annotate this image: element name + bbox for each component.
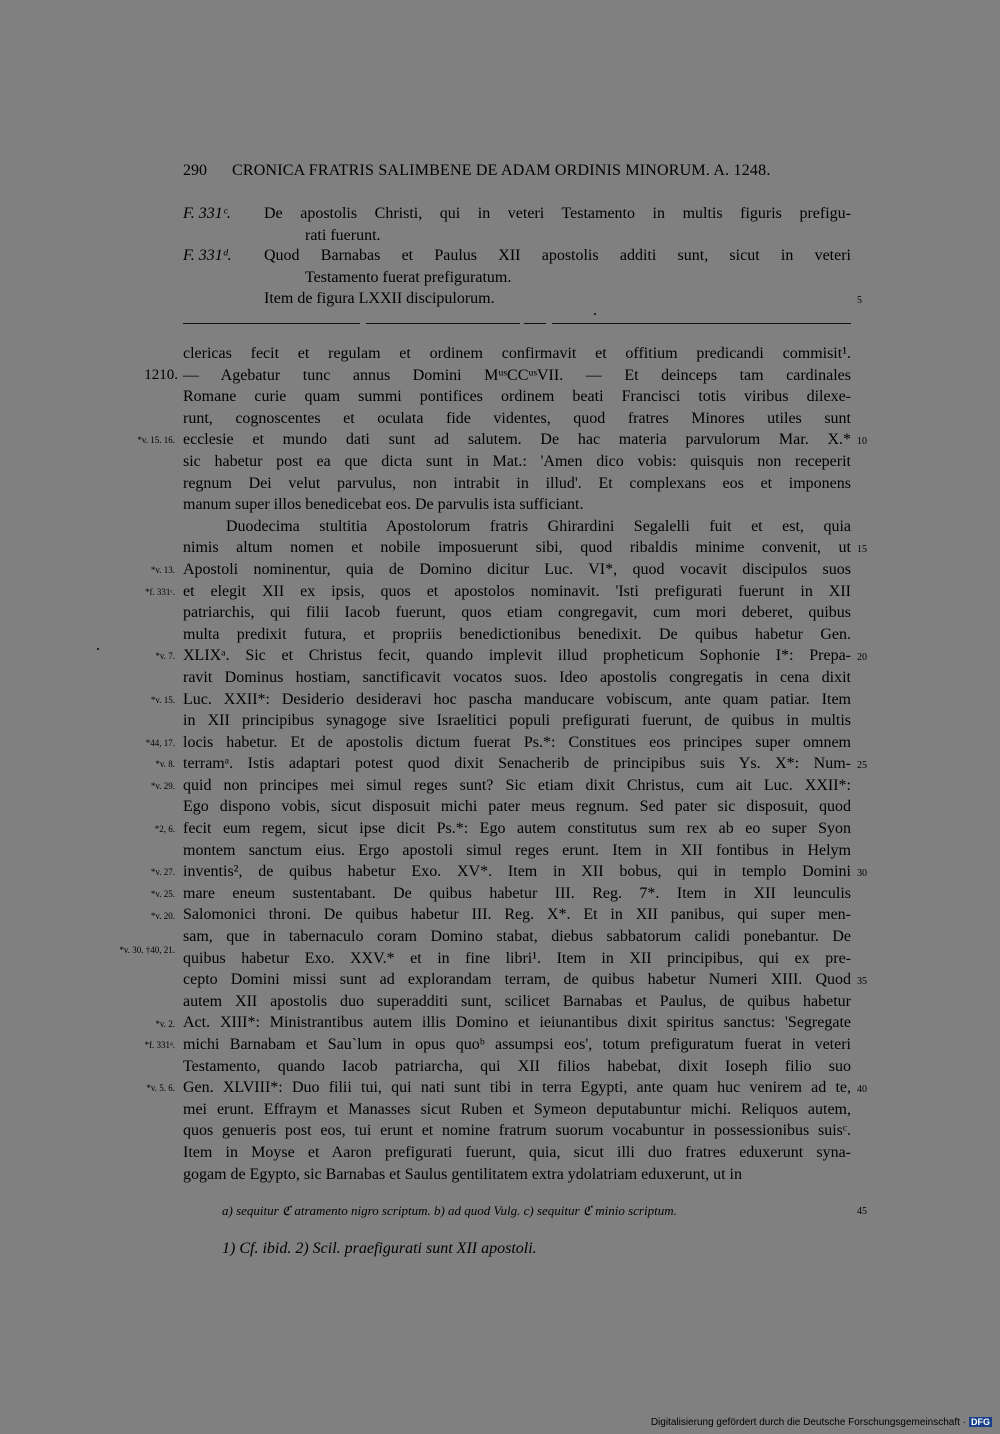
toc-entry	[183, 203, 851, 247]
margin-note: *f. 331ᶜ.	[144, 586, 175, 597]
text-line: Ego dispono vobis, sicut disposuit michi pater meus regnum. Sed pater sic disposuit, quod	[183, 798, 851, 816]
text-line: Item in Moyse et Aaron prefigurati fuerunt, quia, sicut illi duo fratres eduxerunt syna-	[183, 1143, 851, 1161]
line-number: 25	[857, 760, 867, 772]
line-number: 45	[857, 1206, 867, 1217]
line-number: 5	[857, 295, 862, 306]
text-line: quos genueris post eos, tui erunt et nomine fratrum suorum vocabuntur in possessionibus suisᶜ.	[183, 1122, 851, 1140]
speck	[594, 313, 596, 315]
toc-text: Item de figura LXXII discipulorum.	[264, 290, 495, 307]
margin-note: *v. 20.	[150, 910, 175, 921]
text-line: et elegit XII ex ipsis, quos et apostolos nominavit. 'Isti prefigurati fuerunt in XII	[183, 582, 851, 600]
text-line: terramᵃ. Istis adaptari potest quod dixit Senacherib de principibus suis Ys. X*: Num-	[183, 755, 851, 773]
toc-text: rati fuerunt.	[305, 227, 381, 244]
text-line: Testamento, quando Iacob patriarcha, qui XII filios habebat, dixit Ioseph filio suo	[183, 1057, 851, 1075]
rule-gap	[546, 320, 552, 326]
text-line: autem XII apostolis duo superadditi sunt, scilicet Barnabas et Paulus, de quibus habetur	[183, 992, 851, 1010]
margin-note: *v. 15. 16.	[137, 435, 175, 446]
text-line: Act. XIII*: Ministrantibus autem illis Domino et ieiunantibus dixit spiritus sanctus: 'Segregate	[183, 1014, 851, 1032]
separator-rule	[183, 323, 851, 325]
margin-note: *v. 7.	[155, 651, 175, 662]
text-line: gogam de Egypto, sic Barnabas et Saulus gentilitatem extra ydolatriam eduxerunt, ut in	[183, 1165, 742, 1183]
text-line: sic habetur post ea que dicta sunt in Mat.: 'Amen dico vobis: quisquis non receperit	[183, 452, 851, 470]
toc-entry	[183, 245, 851, 289]
toc-entry	[183, 288, 851, 310]
text-line: quibus habetur Exo. XXV.* et in fine libri¹. Item in XII principibus, qui ex pre-	[183, 949, 851, 967]
margin-note: *f. 331ᵈ.	[144, 1040, 175, 1051]
text-line: mare eneum sustentabant. De quibus habetur III. Reg. 7*. Item in XII leunculis	[183, 884, 851, 902]
text-line: XLIXᵃ. Sic et Christus fecit, quando implevit illud propheticum Sophonie I*: Prepa-	[183, 647, 851, 665]
text-line: sam, que in tabernaculo coram Domino stabat, diebus sabbatorum calidi ponebantur. De	[183, 928, 851, 946]
text-line: Duodecima stultitia Apostolorum fratris Ghirardini Segalelli fuit et est, quia	[226, 517, 851, 535]
margin-note: *44, 17.	[145, 737, 175, 748]
margin-note: *v. 25.	[150, 889, 175, 899]
toc-ref: F. 331ᵈ.	[183, 247, 232, 264]
text-line: Salomonici throni. De quibus habetur III. Reg. X*. Et in XII panibus, qui super men-	[183, 906, 851, 924]
margin-note: *v. 2.	[155, 1018, 175, 1029]
line-number: 30	[857, 868, 867, 880]
margin-note: *v. 27.	[150, 867, 175, 878]
text-line: runt, cognoscentes et oculata fide videntes, quod fratres Minores utiles sunt	[183, 409, 851, 427]
rule-gap	[520, 320, 524, 326]
running-title: CRONICA FRATRIS SALIMBENE DE ADAM ORDINIS MINORUM. A. 1248.	[232, 162, 771, 179]
speck	[97, 648, 99, 650]
text-line: locis habetur. Et de apostolis dictum fuerat Ps.*: Constitues eos principes super omnem	[183, 733, 851, 751]
text-line: fecit eum regem, sicut ipse dicit Ps.*: Ego autem constitutus sum rex ab eo super Syon	[183, 820, 851, 838]
dfg-logo: DFG	[971, 1417, 990, 1427]
text-line: Luc. XXII*: Desiderio desideravi hoc pascha manducare vobiscum, ante quam patiar. Item	[183, 690, 851, 708]
text-line: multa predixit futura, et propriis benedictionibus benedixit. De quibus habetur Gen.	[183, 625, 851, 643]
text-line: nimis altum nomen et nobile imposuerunt sibi, quod ribaldis minime convenit, ut	[183, 539, 851, 557]
text-line: ravit Dominus hostiam, sanctificavit vocatos suos. Ideo apostolis congregatis in cena dixit	[183, 668, 851, 686]
line-number: 15	[857, 544, 867, 556]
page-number: 290	[183, 162, 207, 179]
text-line: mei erunt. Effraym et Manasses sicut Ruben et Symeon deputabuntur michi. Reliquos autem,	[183, 1100, 851, 1118]
text-line: quid non principes mei simul reges sunt? Sic etiam dixit Christus, cum ait Luc. XXII*:	[183, 776, 851, 794]
text-line: ecclesie et mundo dati sunt ad salutem. De hac materia parvulorum Mar. X.*	[183, 431, 851, 449]
line-number: 35	[857, 976, 867, 988]
line-number: 10	[857, 436, 867, 448]
text-line: in XII principibus synagoge sive Israelitici populi prefigurati fuerunt, de quibus in multis	[183, 712, 851, 730]
toc-ref: F. 331ᶜ.	[183, 205, 231, 222]
footnotes: 1) Cf. ibid. 2) Scil. praefigurati sunt XII apostoli.	[222, 1240, 537, 1257]
margin-note: 1210.	[144, 366, 178, 383]
toc-text: De apostolis Christi, qui in veteri Testamento in multis figuris prefigu-	[264, 205, 851, 222]
margin-note: *v. 5. 6.	[146, 1083, 175, 1094]
text-line: manum super illos benedicebat eos. De parvulis ista sufficiant.	[183, 496, 584, 514]
rule-gap	[360, 320, 366, 326]
text-line: patriarchis, qui filii Iacob fuerunt, quos etiam congregavit, cum mori deberet, quibus	[183, 604, 851, 622]
margin-note: *v. 15.	[150, 694, 175, 705]
margin-note: *v. 13.	[150, 565, 175, 575]
margin-note: *v. 8.	[155, 759, 175, 770]
toc-text: Testamento fuerat prefiguratum.	[305, 269, 512, 286]
toc-text: Quod Barnabas et Paulus XII apostolis additi sunt, sicut in veteri	[264, 247, 851, 264]
margin-note: *v. 29.	[150, 781, 175, 791]
text-line: cepto Domini missi sunt ad explorandam terram, de quibus habetur Numeri XIII. Quod	[183, 971, 851, 989]
text-line: regnum Dei velut parvulus, non intrabit in illud'. Et complexans eos et imponens	[183, 474, 851, 492]
credit-text: Digitalisierung gefördert durch die Deutsche Forschungsgemeinschaft ·	[650, 1417, 966, 1428]
text-line: michi Barnabam et Sau`lum in opus quoᵇ assumpsi eos', totum prefiguratum fuerat in veteri	[183, 1036, 851, 1053]
text-line: inventis², de quibus habetur Exo. XV*. Item in XII bobus, qui in templo Domini	[183, 863, 851, 881]
text-line: montem sanctum eius. Ergo apostoli simul reges erunt. Item in XII fontibus in Helym	[183, 841, 851, 859]
line-number: 40	[857, 1084, 867, 1096]
text-line: clericas fecit et regulam et ordinem confirmavit et offitium predicandi commisit¹.	[183, 345, 851, 362]
digitization-credit	[651, 1417, 992, 1428]
line-number: 20	[857, 652, 867, 664]
main-text	[183, 343, 851, 1185]
text-line: Romane curie quam summi pontifices ordinem beati Francisci totis viribus dilexe-	[183, 388, 851, 406]
margin-note: *v. 30. †40, 21.	[119, 944, 175, 955]
text-line: Apostoli nominentur, quia de Domino dicitur Luc. VI*, quod vocavit discipulos suos	[183, 560, 851, 578]
critical-apparatus: a) sequitur ℭ atramento nigro scriptum. b) ad quod Vulg. c) sequitur ℭ minio scriptum.	[222, 1203, 677, 1218]
text-line: Gen. XLVIII*: Duo filii tui, qui nati sunt tibi in terra Egypti, ante quam huc venirem ad te,	[183, 1079, 851, 1097]
margin-note: *2, 6.	[154, 824, 175, 835]
text-line: — Agebatur tunc annus Domini MᵘˢCCᵘˢVII. — Et deinceps tam cardinales	[183, 366, 851, 384]
